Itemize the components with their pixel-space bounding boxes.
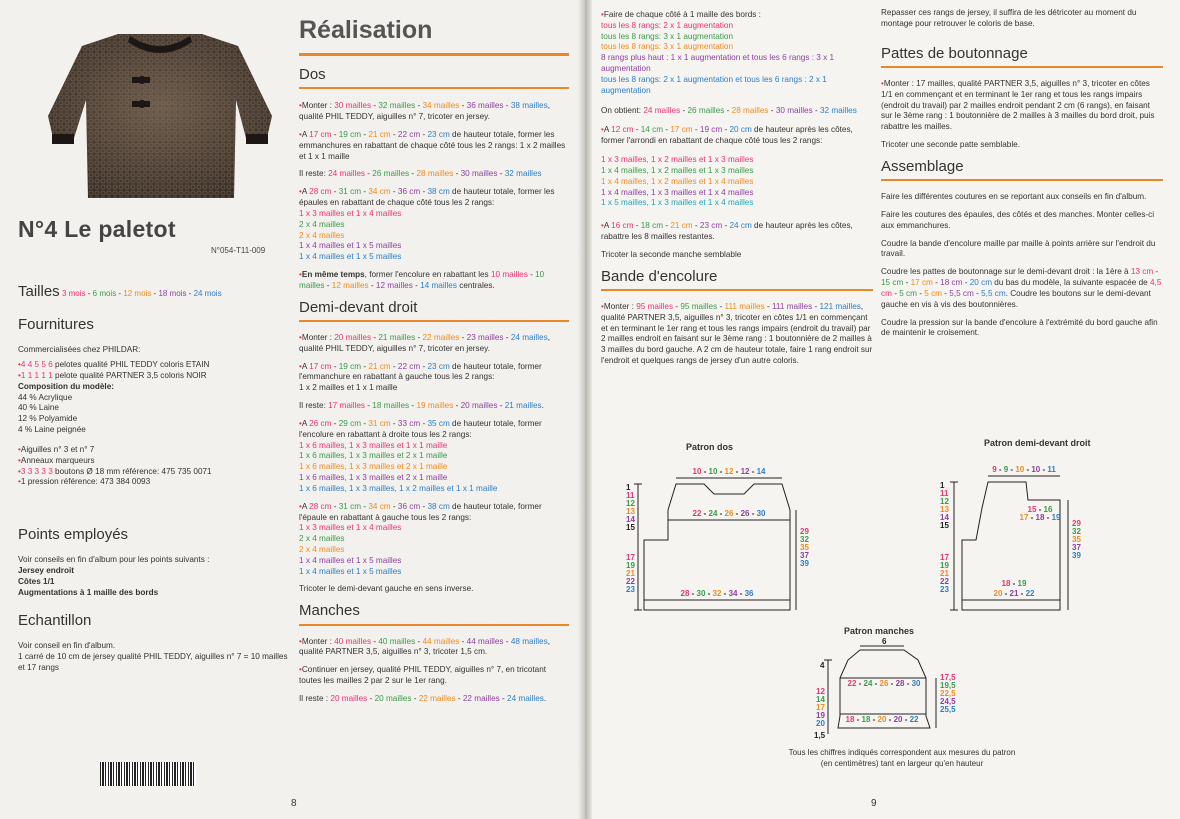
dos-p1: •Monter : 30 mailles - 32 mailles - 34 mailles - 36 mailles - 38 mailles, qualité PHIL TEDDY, aiguilles n° 7, tricoter en jersey. <box>299 101 550 122</box>
size-line: 1 x 4 mailles et 1 x 5 mailles <box>299 252 402 262</box>
m3-block: •A 16 cm - 18 cm - 21 cm - 23 cm - 24 cm de hauteur après les côtes, rabattre les 8 mailles restantes. <box>601 221 853 242</box>
val: 18 cm <box>640 221 664 231</box>
realisation-column <box>299 14 569 712</box>
val: 22 mailles <box>418 693 456 703</box>
ddd-p2-line: 1 x 2 mailles et 1 x 1 maille <box>299 383 398 393</box>
sizes-label: Tailles <box>18 283 60 300</box>
ass3: Coudre la bande d'encolure maille par maille à points arrière sur l'endroit du travail. <box>881 238 1156 259</box>
val: 22 cm <box>397 361 421 371</box>
val: 20 cm <box>969 278 993 288</box>
sleeve-top-width: 6 <box>882 638 887 646</box>
patron-footnote: Tous les chiffres indiqués correspondent aux mesures du patron (en centimètres) tant en largeur qu'en hauteur <box>788 748 1016 768</box>
val: 22 cm <box>397 129 421 139</box>
val: 32 mailles <box>504 169 542 179</box>
dos-p5-end: centrales. <box>456 280 495 290</box>
val: 24 cm <box>729 221 752 231</box>
ddd-p4: •A 26 cm - 29 cm - 31 cm - 33 cm - 35 cm de hauteur totale, former l'encolure en rabattant à droite tous les 2 rangs: 1 x 6 mailles, 1 x 3 mailles et 1 x 1 maille 1 x 6 mailles, 1 x 3 mailles et 2 x 1 maille 1 x 6 mailles, 1 x 3 mailles et 2 x 1 maille 1 x 6 mailles, 1 x 3 mailles et 2 x 1 maille 1 x 6 mailles, 1 x 3 mailles, 1 x 2 mailles et 1 x 1 maille <box>299 419 569 495</box>
dos-left-height: 15 <box>626 523 635 532</box>
size-line: 1 x 4 mailles et 1 x 5 mailles <box>299 555 402 565</box>
val: 26 mailles <box>687 105 725 115</box>
composition-item: 40 % Laine <box>18 403 59 413</box>
val: 5 cm <box>899 288 917 298</box>
val: 32 mailles <box>819 105 857 115</box>
val: 35 cm <box>427 418 450 428</box>
val: 31 cm <box>338 501 362 511</box>
val: 111 mailles <box>771 301 813 311</box>
ass4: Coudre les pattes de boutonnage sur le demi-devant droit : la 1ère à 13 cm - 15 cm - 17 cm - 18 cm - 20 cm du bas du modèle, la suivante espacée de 4,5 cm - 5 cm - 5 cm - 5,5 cm - 5,5 cm. Coudre les boutons sur le demi-devant gauche en vis à vis des boutonnières. <box>881 267 1162 309</box>
ass5: Coudre la pression sur la bande d'encolure à l'extrémité du bord gauche afin de maintenir le croisement. <box>881 317 1158 338</box>
size-line: 1 x 4 mailles, 1 x 2 mailles et 1 x 3 mailles <box>601 165 754 175</box>
dos-right-height: 35 <box>800 543 809 552</box>
val: 34 mailles <box>422 101 460 111</box>
points-section <box>18 526 280 599</box>
ddd-p3: Il reste: 17 mailles - 18 mailles - 19 mailles - 20 mailles - 21 mailles. <box>299 401 544 411</box>
yarn-1: •4 4 5 5 6 pelotes qualité PHIL TEDDY coloris ETAIN <box>18 360 210 370</box>
bande-heading: Bande d'encolure <box>601 267 718 285</box>
ddd-p5-text: de hauteur totale, former l'épaule en rabattant à gauche tous les 2 rangs: <box>299 501 542 522</box>
val: 16 cm <box>611 221 634 231</box>
val: 36 cm <box>397 501 421 511</box>
size-4: 18 mois <box>158 289 187 298</box>
patron-dos <box>624 436 874 616</box>
ddd-mid-width-2: 17 - 18 - 19 <box>1019 513 1061 522</box>
val: 5 cm <box>924 288 942 298</box>
dos-p4-text: de hauteur totale, former les épaules en rabattant de chaque côté tous les 2 rangs: <box>299 187 555 208</box>
manches-p1-text: qualité PARTNER 3,5, aiguilles n° 3, tricoter 1,5 cm. <box>299 647 488 657</box>
ddd-left-height: 15 <box>940 521 949 530</box>
dos-top-width: 10 - 10 - 12 - 12 - 14 <box>692 467 766 476</box>
ass4-start: Coudre les pattes de boutonnage sur le demi-devant droit : la 1ère à <box>881 267 1131 277</box>
val: 22 mailles <box>422 332 460 342</box>
buttons-text: boutons Ø 18 mm référence: 475 735 0071 <box>52 466 212 476</box>
size-line: 1 x 3 mailles et 1 x 4 mailles <box>299 208 402 218</box>
val: 19 cm <box>338 129 362 139</box>
val: 30 mailles <box>775 105 813 115</box>
val: 95 mailles <box>636 301 674 311</box>
manches-heading: Manches <box>299 602 360 620</box>
size-line: 1 x 4 mailles, 1 x 3 mailles et 1 x 4 mailles <box>601 187 754 197</box>
obtient-start: On obtient: <box>601 105 644 115</box>
size-line: 1 x 6 mailles, 1 x 3 mailles, 1 x 2 mailles et 1 x 1 maille <box>299 483 498 493</box>
ass1: Faire les différentes coutures en se reportant aux conseils en fin d'album. <box>881 192 1147 202</box>
echantillon-text: Voir conseil en fin d'album. 1 carré de 10 cm de jersey qualité PHIL TEDDY, aiguilles n° 7 = 10 mailles et 17 rangs <box>18 641 288 672</box>
assemblage-heading: Assemblage <box>881 157 964 175</box>
size-line: tous les 8 rangs: 2 x 1 augmentation <box>601 20 733 30</box>
ddd-left-lower-height: 21 <box>940 569 949 578</box>
dos-left-lower-height: 23 <box>626 585 635 594</box>
patron-ddd-title: Patron demi-devant droit <box>984 438 1091 448</box>
val: 17 cm <box>309 129 332 139</box>
patron-dos-title: Patron dos <box>686 442 734 452</box>
val: 38 mailles <box>510 101 548 111</box>
size-line: 2 x 4 mailles <box>299 545 345 554</box>
echantillon-heading: Echantillon <box>18 612 92 629</box>
val: 36 cm <box>397 187 421 197</box>
pattes-heading: Pattes de boutonnage <box>881 44 1028 62</box>
fournitures-section <box>18 316 280 488</box>
ddd-left-lower-height: 22 <box>940 577 949 586</box>
ddd-rule <box>299 320 569 322</box>
dos-right-height: 32 <box>800 535 809 544</box>
val: 20 mailles <box>334 332 372 342</box>
dos-left-lower-height: 21 <box>626 569 635 578</box>
dos-heading: Dos <box>299 66 326 83</box>
composition-item: 4 % Laine peignée <box>18 425 86 435</box>
val: 4,5 cm <box>881 278 1162 298</box>
size-line: tous les 8 rangs: 3 x 1 augmentation <box>601 31 733 41</box>
val: 18 mailles <box>372 401 410 411</box>
dos-left-height: 1 <box>626 483 631 492</box>
ddd-p1-text: qualité PHIL TEDDY, aiguilles n° 7, tricoter en jersey. <box>299 343 490 353</box>
val: 24 mailles <box>328 169 365 179</box>
patron-manches-title: Patron manches <box>844 626 915 636</box>
manches-rule <box>299 624 569 626</box>
m2-text: de hauteur après les côtes, former l'arrondi en rabattant de chaque côté tous les 2 rangs: <box>601 125 853 146</box>
size-line: 8 rangs plus haut : 1 x 1 augmentation et tous les 6 rangs : 3 x 1 augmentation <box>601 53 835 74</box>
val: 20 mailles <box>374 693 412 703</box>
ddd-right-height: 39 <box>1072 551 1081 560</box>
snap-text: 1 pression référence: 473 384 0093 <box>20 477 151 487</box>
ddd-bottom-width-1: 18 - 19 <box>1001 579 1027 588</box>
ddd-heading: Demi-devant droit <box>299 298 418 316</box>
size-line: tous les 8 rangs: 2 x 1 augmentation et tous les 6 rangs : 2 x 1 augmentation <box>601 74 827 95</box>
ddd-left-lower-height: 19 <box>940 561 949 570</box>
points-heading: Points employés <box>18 526 129 543</box>
size-line: 2 x 4 mailles <box>299 534 345 544</box>
val: 34 cm <box>368 501 391 511</box>
size-line: 1 x 6 mailles, 1 x 3 mailles et 2 x 1 maille <box>299 462 448 472</box>
barcode <box>100 762 196 786</box>
ddd-bottom-width-2: 20 - 21 - 22 <box>993 589 1035 598</box>
val: 44 mailles <box>466 636 504 646</box>
ddd-left-height: 1 <box>940 481 945 490</box>
spine-shadow <box>578 0 592 819</box>
dos-right-height: 37 <box>800 551 809 560</box>
dos-left-lower-height: 22 <box>626 577 635 586</box>
dos-mid-width: 22 - 24 - 26 - 26 - 30 <box>692 509 766 518</box>
sleeve-upper-width: 22 - 24 - 26 - 28 - 30 <box>847 679 921 688</box>
val: 28 mailles <box>416 169 454 179</box>
val: 12 mailles <box>331 280 369 290</box>
val: 23 cm <box>427 129 450 139</box>
dos-left-height: 14 <box>626 515 635 524</box>
val: 31 cm <box>338 187 362 197</box>
ass4-end: . Coudre les boutons sur le demi-devant gauche en vis à vis des boutonnières. <box>881 288 1151 309</box>
ddd-left-height: 14 <box>940 513 949 522</box>
jacket-photo <box>40 22 280 210</box>
val: 17 cm <box>309 361 332 371</box>
dos-left-height: 11 <box>626 491 635 500</box>
ddd-left-lower-height: 17 <box>940 553 949 562</box>
right-column-2 <box>881 8 1163 346</box>
page-number-left: 8 <box>291 798 297 809</box>
val: 121 mailles <box>819 301 861 311</box>
dos-p5-text: , former l'encolure en rabattant les <box>364 270 491 280</box>
sleeve-lower-width: 18 - 18 - 20 - 20 - 22 <box>845 715 919 724</box>
size-line: tous les 8 rangs: 3 x 1 augmentation <box>601 42 733 52</box>
val: 5,5 cm <box>981 288 1006 298</box>
val: 14 mailles <box>420 280 457 290</box>
size-line: 1 x 3 mailles et 1 x 4 mailles <box>299 523 402 533</box>
val: 38 cm <box>427 501 450 511</box>
ddd-p2: •A 17 cm - 19 cm - 21 cm - 22 cm - 23 cm de hauteur totale, former l'emmanchure en rabattant à gauche tous les 2 rangs: 1 x 2 mailles et 1 x 1 maille <box>299 362 569 394</box>
fournitures-heading: Fournitures <box>18 316 94 333</box>
realisation-title: Réalisation <box>299 16 433 44</box>
ddd-right-height: 37 <box>1072 543 1081 552</box>
val: 21 cm <box>368 129 391 139</box>
ddd-right-height: 29 <box>1072 519 1081 528</box>
yarn-2-text: pelote qualité PARTNER 3,5 coloris NOIR <box>52 370 207 380</box>
dos-left-height: 12 <box>626 499 635 508</box>
sleeve-right-height: 24,5 <box>940 697 956 706</box>
dos-left-lower-height: 17 <box>626 553 635 562</box>
val: 21 cm <box>670 221 693 231</box>
ddd-left-height: 11 <box>940 489 949 498</box>
dos-rule <box>299 87 569 89</box>
page-number-right: 9 <box>871 798 877 809</box>
composition-title: Composition du modèle: <box>18 381 114 391</box>
markers-text: Anneaux marqueurs <box>20 455 95 465</box>
val: 17 mailles <box>328 401 365 411</box>
right-page <box>584 0 1180 819</box>
point-item: Augmentations à 1 maille des bords <box>18 587 159 597</box>
manches-p2-text: Continuer en jersey, qualité PHIL TEDDY, aiguilles n° 7, en tricotant toutes les mailles 2 par 2 sur le 1er rang. <box>299 665 547 686</box>
bande-text-block: •Monter : 95 mailles - 95 mailles - 111 mailles - 111 mailles - 121 mailles, qualité PARTNER 3,5, aiguilles n° 3, tricoter en côtes 1/1 en commençant et en terminant le 1er rang et tous les rangs impairs (endroit du travail) par 2 mailles endroit en faisant sur le 3ème rang : 1 boutonnière de 2 mailles à 3 mailles du bord gauche. A 2 cm de hauteur totale, faire 1 rang endroit sur l'endroit et quelques rangs de jersey d'un autre coloris. <box>601 301 873 366</box>
val: 12 mailles <box>375 280 413 290</box>
patron-manches <box>794 620 974 744</box>
patron-demi-devant <box>932 436 1132 616</box>
sleeve-left-height: 19 <box>816 711 825 720</box>
size-line: 1 x 6 mailles, 1 x 3 mailles et 2 x 1 maille <box>299 451 448 461</box>
val: 32 mailles <box>378 101 416 111</box>
pattes-text2: Tricoter une seconde patte semblable. <box>881 140 1020 150</box>
sleeve-right-height: 22,5 <box>940 689 956 698</box>
obtient-line: On obtient: 24 mailles - 26 mailles - 28 mailles - 30 mailles - 32 mailles <box>601 105 857 115</box>
dos-p1-text: qualité PHIL TEDDY, aiguilles n° 7, tricoter en jersey. <box>299 112 490 122</box>
snap-line: •1 pression référence: 473 384 0093 <box>18 477 151 487</box>
val: 28 mailles <box>731 105 769 115</box>
val: 23 cm <box>699 221 723 231</box>
dos-left-height: 13 <box>626 507 635 516</box>
size-3: 12 mois <box>123 289 152 298</box>
pattes-text-block: •Monter : 17 mailles, qualité PARTNER 3,5, aiguilles n° 3, tricoter en côtes 1/1 en commençant et en terminant le 1er rang et tous les rangs impairs (endroit du travail) par 2 mailles endroit pendant 2 cm (6 rangs), en faisant sur le 3ème rang : 1 boutonnière de 2 mailles à 3 mailles du bord droit, puis rabattre les mailles. <box>881 78 1155 132</box>
size-line: 1 x 6 mailles, 1 x 3 mailles et 2 x 1 maille <box>299 473 448 483</box>
needles-line: •Aiguilles n° 3 et n° 7 <box>18 444 95 454</box>
sleeve-cuff-height: 1,5 <box>814 731 826 740</box>
size-line: 1 x 4 mailles et 1 x 5 mailles <box>299 566 402 576</box>
size-line: 1 x 5 mailles, 1 x 3 mailles et 1 x 4 mailles <box>601 198 754 208</box>
cont-block: •Faire de chaque côté à 1 maille des bords : tous les 8 rangs: 2 x 1 augmentation tous les 8 rangs: 3 x 1 augmentation tous les 8 rangs: 3 x 1 augmentation 8 rangs plus haut : 1 x 1 augmentation et tous les 6 rangs : 3 x 1 augmentation tous les 8 rangs: 2 x 1 augmentation et tous les 6 rangs : 2 x 1 augmentation <box>601 10 873 97</box>
val: 17 cm <box>910 278 933 288</box>
val: 20 mailles <box>330 693 368 703</box>
m4-text: Tricoter la seconde manche semblable <box>601 249 742 259</box>
dos-p3-start: Il reste: <box>299 169 329 179</box>
ddd-left-height: 12 <box>940 497 949 506</box>
points-intro: Voir conseils en fin d'album pour les points suivants : <box>18 555 210 565</box>
val: 24 mailles <box>643 105 681 115</box>
sleeve-left-height: 12 <box>816 687 825 696</box>
yarn-2-qty: 1 1 1 1 1 <box>20 370 53 380</box>
val: 5,5 cm <box>949 288 974 298</box>
sleeve-left-height: 14 <box>816 695 825 704</box>
val: 40 mailles <box>378 636 416 646</box>
size-line: 1 x 4 mailles et 1 x 5 mailles <box>299 241 402 251</box>
ddd-top-width: 9 - 9 - 10 - 10 - 11 <box>992 465 1056 474</box>
size-line: 1 x 6 mailles, 1 x 3 mailles et 1 x 1 maille <box>299 440 448 450</box>
assemblage-rule <box>881 179 1163 181</box>
yarn-1-qty: 4 4 5 5 6 <box>20 360 53 370</box>
ddd-left-lower-height: 23 <box>940 585 949 594</box>
markers-line: •Anneaux marqueurs <box>18 455 95 465</box>
val: 28 cm <box>309 501 332 511</box>
val: 15 cm <box>881 278 904 288</box>
ddd-p6: Tricoter le demi-devant gauche en sens inverse. <box>299 584 474 594</box>
val: 44 mailles <box>422 636 460 646</box>
ddd-left-height: 13 <box>940 505 949 514</box>
val: 19 mailles <box>416 401 454 411</box>
point-item: Jersey endroit <box>18 566 74 576</box>
m3-text: de hauteur après les côtes, rabattre les 8 mailles restantes. <box>601 221 853 242</box>
size-line: 1 x 3 mailles, 1 x 2 mailles et 1 x 3 mailles <box>601 155 754 165</box>
val: 20 mailles <box>460 401 498 411</box>
val: 24 mailles <box>510 332 548 342</box>
val: 34 cm <box>368 187 391 197</box>
dos-p2: •A 17 cm - 19 cm - 21 cm - 22 cm - 23 cm de hauteur totale, former les emmanchures en rabattant de chaque côté tous les 2 rangs: 1 x 2 mailles et 1 x 1 maille <box>299 129 566 161</box>
val: 17 cm <box>670 125 693 135</box>
val: 48 mailles <box>510 636 548 646</box>
right-column-1 <box>601 10 873 367</box>
vendor-text: Commercialisées chez PHILDAR: <box>18 345 141 355</box>
val: 21 mailles <box>378 332 416 342</box>
manches-p1: •Monter : 40 mailles - 40 mailles - 44 mailles - 44 mailles - 48 mailles, qualité PARTNER 3,5, aiguilles n° 3, tricoter 1,5 cm. <box>299 636 550 657</box>
val: 30 mailles <box>334 101 372 111</box>
val: 28 cm <box>309 187 332 197</box>
size-line: 2 x 4 mailles <box>299 219 345 229</box>
val: 33 cm <box>397 418 421 428</box>
sleeve-right-height: 25,5 <box>940 705 956 714</box>
val: 30 mailles <box>460 169 498 179</box>
val: 29 cm <box>338 418 362 428</box>
yarn-1-text: pelotes qualité PHIL TEDDY coloris ETAIN <box>52 360 210 370</box>
echantillon-section <box>18 612 288 674</box>
needles-text: Aiguilles n° 3 et n° 7 <box>20 444 95 454</box>
composition-item: 12 % Polyamide <box>18 414 78 424</box>
bande-text: , qualité PARTNER 3,5, aiguilles n° 3, tricoter en côtes 1/1 en commençant et en terminant le 1er rang et tous les rangs impairs (endroit du travail) par 2 mailles endroit en faisant sur le 3ème rang : 1 boutonnière de 2 mailles à 3 mailles du bord gauche. A 2 cm de hauteur totale, faire 1 rang endroit sur l'endroit et quelques rangs de jersey d'un autre coloris. <box>601 301 873 366</box>
sleeve-right-height: 17,5 <box>940 673 956 682</box>
ddd-p4-text: de hauteur totale, former l'encolure en rabattant à droite tous les 2 rangs: <box>299 418 542 439</box>
dos-left-lower-height: 19 <box>626 561 635 570</box>
model-title: N°4 Le paletot <box>18 216 176 242</box>
cont-intro: Faire de chaque côté à 1 maille des bords : <box>603 10 761 19</box>
val: 18 cm <box>940 278 963 288</box>
dos-right-height: 29 <box>800 527 809 536</box>
val: 38 cm <box>427 187 450 197</box>
val: 10 mailles <box>299 270 545 290</box>
size-2: 6 mois <box>92 289 117 298</box>
model-reference: N°054-T11-009 <box>211 246 266 255</box>
val: 21 cm <box>368 361 391 371</box>
point-item: Côtes 1/1 <box>18 576 55 586</box>
val: 40 mailles <box>334 636 372 646</box>
val: 23 cm <box>427 361 450 371</box>
composition-item: 44 % Acrylique <box>18 392 73 402</box>
val: 12 cm <box>611 125 634 135</box>
val: 19 cm <box>699 125 723 135</box>
ddd-p1: •Monter : 20 mailles - 21 mailles - 22 mailles - 23 mailles - 24 mailles, qualité PHIL TEDDY, aiguilles n° 7, tricoter en jersey. <box>299 332 550 353</box>
val: 21 mailles <box>504 401 542 411</box>
yarn-2: •1 1 1 1 1 pelote qualité PARTNER 3,5 coloris NOIR <box>18 370 207 380</box>
dos-p1-start: Monter : <box>301 101 335 111</box>
size-1: 3 mois <box>61 289 86 298</box>
dos-p4: •A 28 cm - 31 cm - 34 cm - 36 cm - 38 cm de hauteur totale, former les épaules en rabattant de chaque côté tous les 2 rangs: 1 x 3 mailles et 1 x 4 mailles 2 x 4 mailles 2 x 4 mailles 1 x 4 mailles et 1 x 5 mailles 1 x 4 mailles et 1 x 5 mailles <box>299 187 569 263</box>
val: 22 mailles <box>462 693 500 703</box>
dos-p5-lead: En même temps <box>301 270 365 280</box>
size-line: 1 x 4 mailles, 1 x 2 mailles et 1 x 4 mailles <box>601 176 754 186</box>
ass2: Faire les coutures des épaules, des côtés et des manches. Monter celles-ci aux emmanchures. <box>881 209 1155 230</box>
sleeve-cap-height: 4 <box>820 661 825 670</box>
buttons-line: •3 3 3 3 3 boutons Ø 18 mm référence: 475 735 0071 <box>18 466 212 476</box>
val: 26 cm <box>309 418 332 428</box>
ddd-mid-width-1: 15 - 16 <box>1027 505 1053 514</box>
manches-p3: Il reste : 20 mailles - 20 mailles - 22 mailles - 22 mailles - 24 mailles. <box>299 693 547 703</box>
manches-p2: •Continuer en jersey, qualité PHIL TEDDY, aiguilles n° 7, en tricotant toutes les mailles 2 par 2 sur le 1er rang. <box>299 665 547 686</box>
val: 19 cm <box>338 361 362 371</box>
pattes-rule <box>881 66 1163 68</box>
val: 26 mailles <box>372 169 410 179</box>
buttons-qty: 3 3 3 3 3 <box>20 466 53 476</box>
size-5: 24 mois <box>193 289 222 298</box>
val: 95 mailles <box>680 301 718 311</box>
dos-p5: •En même temps, former l'encolure en rabattant les 10 mailles - 10 mailles - 12 mailles - 12 mailles - 14 mailles centrales. <box>299 270 545 290</box>
val: 20 cm <box>729 125 752 135</box>
col3-top-text: Repasser ces rangs de jersey, il suffira de les détricoter au moment du montage pour retrouver le coloris de base. <box>881 8 1137 28</box>
sleeve-left-height: 17 <box>816 703 825 712</box>
ddd-right-height: 32 <box>1072 527 1081 536</box>
val: 13 cm <box>1130 267 1154 277</box>
ddd-p5: •A 28 cm - 31 cm - 34 cm - 36 cm - 38 cm de hauteur totale, former l'épaule en rabattant à gauche tous les 2 rangs: 1 x 3 mailles et 1 x 4 mailles 2 x 4 mailles 2 x 4 mailles 1 x 4 mailles et 1 x 5 mailles 1 x 4 mailles et 1 x 5 mailles <box>299 502 569 578</box>
left-page <box>0 0 584 819</box>
dos-right-height: 39 <box>800 559 809 568</box>
dos-p2-text: de hauteur totale, former les emmanchures en rabattant de chaque côté tous les 2 rangs: 1 x 2 mailles et 1 x 1 maille <box>299 129 566 161</box>
ddd-p2-text: de hauteur totale, former l'emmanchure en rabattant à gauche tous les 2 rangs: <box>299 361 542 382</box>
ddd-right-height: 35 <box>1072 535 1081 544</box>
val: 36 mailles <box>466 101 504 111</box>
val: 14 cm <box>640 125 664 135</box>
sizes-row: Tailles 3 mois - 6 mois - 12 mois - 18 mois - 24 mois <box>18 283 222 300</box>
dos-p3: Il reste: 24 mailles - 26 mailles - 28 mailles - 30 mailles - 32 mailles <box>299 169 542 179</box>
sleeve-left-height: 20 <box>816 719 825 728</box>
dos-bottom-width: 28 - 30 - 32 - 34 - 36 <box>680 589 754 598</box>
pattes-text: Monter : 17 mailles, qualité PARTNER 3,5, aiguilles n° 3, tricoter en côtes 1/1 en commençant et en terminant le 1er rang et tous les rangs impairs (endroit du travail) par 2 mailles endroit pendant 2 cm (6 rangs), en faisant sur le 3ème rang : 1 boutonnière de 2 mailles à 3 mailles du bord droit, puis rabattre les mailles. <box>881 78 1155 132</box>
title-rule <box>299 53 569 56</box>
val: 10 mailles <box>490 270 528 280</box>
val: 24 mailles <box>507 693 544 703</box>
sleeve-right-height: 19,5 <box>940 681 956 690</box>
val: 31 cm <box>368 418 391 428</box>
val: 111 mailles <box>724 301 765 311</box>
m2-block: •A 12 cm - 14 cm - 17 cm - 19 cm - 20 cm de hauteur après les côtes, former l'arrondi en rabattant de chaque côté tous les 2 rangs: 1 x 3 mailles, 1 x 2 mailles et 1 x 3 mailles 1 x 4 mailles, 1 x 2 mailles et 1 x 3 mailles 1 x 4 mailles, 1 x 2 mailles et 1 x 4 mailles 1 x 4 mailles, 1 x 3 mailles et 1 x 4 mailles 1 x 5 mailles, 1 x 3 mailles et 1 x 4 mailles <box>601 125 873 209</box>
val: 23 mailles <box>466 332 504 342</box>
bande-rule <box>601 289 873 291</box>
size-line: 2 x 4 mailles <box>299 230 345 240</box>
ass4-mid: du bas du modèle, la suivante espacée de <box>992 278 1150 288</box>
